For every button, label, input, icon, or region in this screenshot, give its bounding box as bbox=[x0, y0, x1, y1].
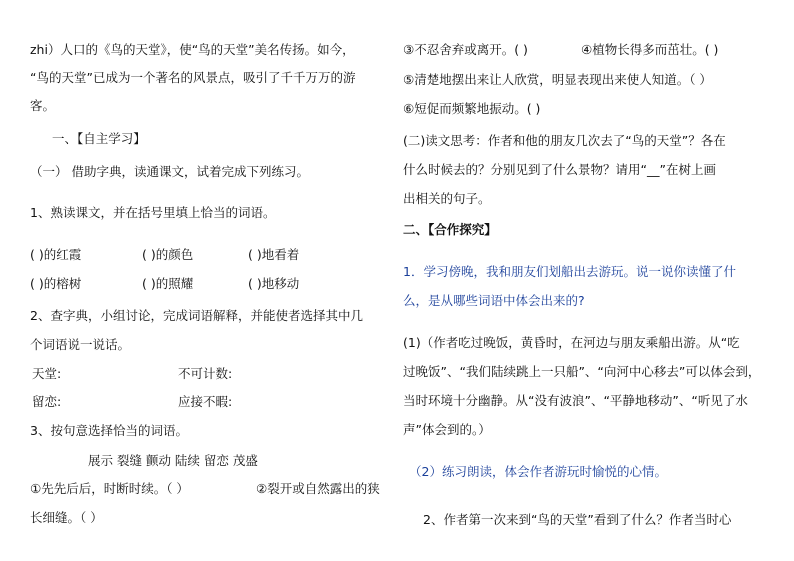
inquiry-1-line-2: 么，是从哪些词语中体会出来的? bbox=[403, 293, 585, 308]
answer-line-4: 声”体会到的。） bbox=[403, 422, 491, 437]
fill-blank-item[interactable]: ( )地移动 bbox=[248, 276, 300, 291]
term-label: 天堂: bbox=[32, 366, 62, 381]
fill-blank-item[interactable]: ( )的照耀 bbox=[142, 276, 194, 291]
fill-blank-item[interactable]: ( )的榕树 bbox=[30, 276, 82, 291]
option-4: ④植物长得多而茁壮。( ) bbox=[581, 42, 719, 57]
inquiry-1-part-2: （2）练习朗读，体会作者游玩时愉悦的心情。 bbox=[409, 464, 667, 479]
subsection-one: （一） 借助字典，读通课文，试着完成下列练习。 bbox=[30, 164, 309, 179]
option-1: ①先先后后，时断时续。（ ） bbox=[30, 481, 189, 496]
section-heading-self-study: 一、【自主学习】 bbox=[52, 131, 146, 146]
fill-blank-item[interactable]: ( )地看着 bbox=[248, 247, 300, 262]
section-heading-cooperative: 二、【合作探究】 bbox=[403, 222, 497, 237]
reading-question-line-1: (二)读文思考：作者和他的朋友几次去了“鸟的天堂”？各在 bbox=[403, 133, 726, 148]
fill-blank-item[interactable]: ( )的颜色 bbox=[142, 247, 194, 262]
option-2-continued: 长细缝。（ ） bbox=[30, 510, 103, 525]
word-bank: 展示 裂缝 颤动 陆续 留恋 茂盛 bbox=[88, 453, 258, 468]
answer-line-1: (1)（作者吃过晚饭，黄昏时，在河边与朋友乘船出游。从“吃 bbox=[403, 335, 740, 350]
term-label: 应接不暇: bbox=[178, 394, 233, 409]
answer-line-3: 当时环境十分幽静。从“没有波浪”、“平静地移动”、“听见了水 bbox=[403, 393, 748, 408]
reading-question-line-3: 出相关的句子。 bbox=[403, 191, 491, 206]
option-3: ③不忍舍弃或离开。( ) bbox=[403, 42, 528, 57]
inquiry-1-line-1: 1．学习傍晚，我和朋友们划船出去游玩。说一说你读懂了什 bbox=[403, 264, 736, 279]
fill-blank-item[interactable]: ( )的红霞 bbox=[30, 247, 82, 262]
option-5: ⑤清楚地摆出来让人欣赏，明显表现出来使人知道。（ ） bbox=[403, 72, 712, 87]
term-label: 留恋: bbox=[32, 394, 62, 409]
intro-line-3: 客。 bbox=[30, 98, 56, 113]
term-label: 不可计数: bbox=[178, 366, 233, 381]
inquiry-2: 2、作者第一次来到“鸟的天堂”看到了什么？作者当时心 bbox=[423, 512, 732, 527]
option-6: ⑥短促而频繁地振动。( ) bbox=[403, 101, 541, 116]
intro-line-2: “鸟的天堂”已成为一个著名的风景点，吸引了千千万万的游 bbox=[30, 70, 356, 85]
fill-blank-row-2 bbox=[30, 274, 392, 294]
question-2-line-2: 个词语说一说话。 bbox=[30, 337, 131, 352]
option-2: ②裂开或自然露出的狭 bbox=[256, 481, 380, 496]
intro-line-1: zhi）人口的《鸟的天堂》，使“鸟的天堂”美名传扬。如今， bbox=[30, 42, 355, 57]
term-row-1 bbox=[30, 364, 392, 384]
reading-question-line-2: 什么时候去的？分别见到了什么景物？请用“__”在树上画 bbox=[403, 162, 716, 177]
question-2-line-1: 2、查字典，小组讨论，完成词语解释，并能使者选择其中几 bbox=[30, 308, 363, 323]
question-3: 3、按句意选择恰当的词语。 bbox=[30, 423, 188, 438]
term-row-2 bbox=[30, 392, 392, 412]
question-1: 1、熟读课文，并在括号里填上恰当的词语。 bbox=[30, 205, 276, 220]
fill-blank-row-1 bbox=[30, 245, 392, 265]
answer-line-2: 过晚饭”、“我们陆续跳上一只船”、“向河中心移去”可以体会到， bbox=[403, 364, 761, 379]
